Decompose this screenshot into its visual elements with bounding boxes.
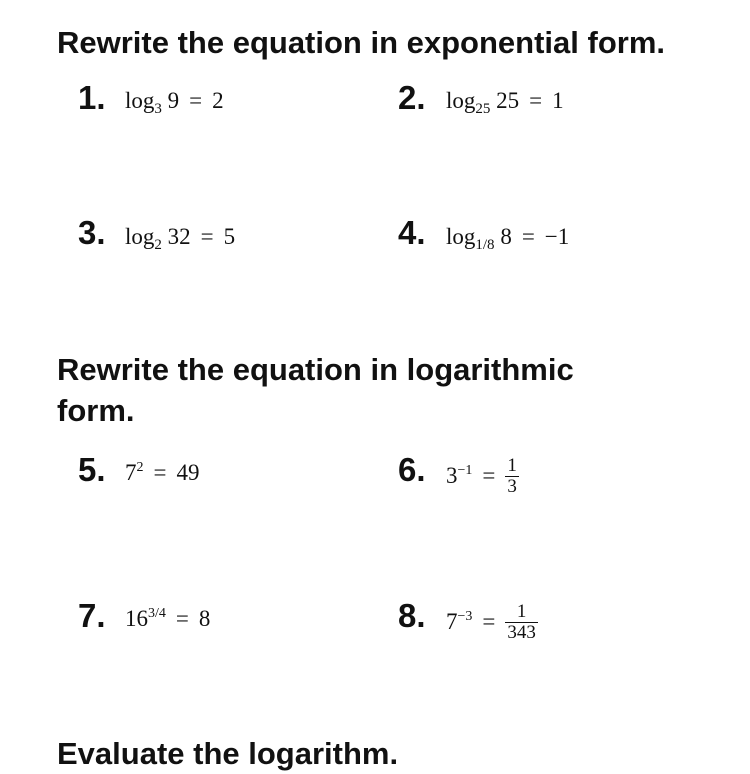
problem-3-equation (125, 222, 235, 252)
section-heading-exponential: Rewrite the equation in exponential form. (57, 25, 666, 60)
power-base: 3 (446, 462, 458, 488)
fraction-numerator: 1 (507, 455, 517, 476)
equation-rhs: 49 (176, 460, 200, 485)
log-base: 2 (154, 237, 162, 253)
log-base: 25 (475, 101, 491, 117)
problem-number-7: 7. (78, 597, 106, 634)
equation-rhs: 8 (198, 606, 211, 631)
fraction-numerator: 1 (516, 601, 527, 622)
section-heading-evaluate: Evaluate the logarithm. (57, 736, 399, 771)
equals-sign: = (482, 462, 496, 488)
log-text: log (446, 224, 476, 249)
problem-number-1: 1. (78, 79, 106, 116)
problem-4-equation (446, 222, 569, 252)
problem-6-equation (446, 455, 519, 497)
power-base: 16 (125, 606, 148, 631)
fraction-denominator: 343 (507, 622, 536, 643)
problem-number-8: 8. (398, 597, 426, 634)
power-exponent: −1 (457, 462, 473, 478)
problem-number-5: 5. (78, 451, 106, 488)
log-text: log (125, 88, 155, 113)
log-argument: 25 (496, 88, 520, 113)
equals-sign: = (189, 88, 203, 113)
problem-7-equation (125, 604, 210, 634)
section-heading-logarithmic (57, 349, 574, 431)
log-base: 1/8 (475, 237, 495, 253)
equals-sign: = (153, 460, 167, 485)
log-base: 3 (154, 101, 162, 117)
problem-1-equation (125, 86, 224, 116)
fraction (505, 456, 519, 497)
equation-rhs: 2 (212, 88, 224, 113)
problem-number-6: 6. (398, 451, 426, 488)
equals-sign: = (529, 88, 543, 113)
fraction-denominator: 3 (507, 476, 517, 497)
problem-8-equation (446, 601, 538, 643)
power-exponent: −3 (457, 608, 473, 624)
log-argument: 32 (167, 224, 191, 249)
problem-number-2: 2. (398, 79, 426, 116)
heading-line-1: Rewrite the equation in logarithmic (57, 352, 574, 387)
heading-line-2: form. (57, 393, 135, 428)
equals-sign: = (521, 224, 535, 249)
power-base: 7 (446, 608, 458, 634)
power-base: 7 (125, 460, 137, 485)
log-argument: 9 (167, 88, 180, 113)
equation-rhs: 1 (552, 88, 564, 113)
equation-rhs: 5 (223, 224, 236, 249)
equals-sign: = (200, 224, 214, 249)
log-argument: 8 (500, 224, 512, 249)
problem-2-equation (446, 86, 564, 116)
problem-number-4: 4. (398, 214, 426, 251)
log-text: log (125, 224, 155, 249)
fraction (505, 602, 538, 643)
problem-number-3: 3. (78, 214, 106, 251)
problem-5-equation (125, 458, 199, 488)
log-text: log (446, 88, 476, 113)
equals-sign: = (175, 606, 189, 631)
equals-sign: = (482, 608, 496, 634)
power-exponent: 3/4 (148, 606, 166, 621)
power-exponent: 2 (136, 460, 144, 475)
equation-rhs: −1 (544, 224, 570, 249)
